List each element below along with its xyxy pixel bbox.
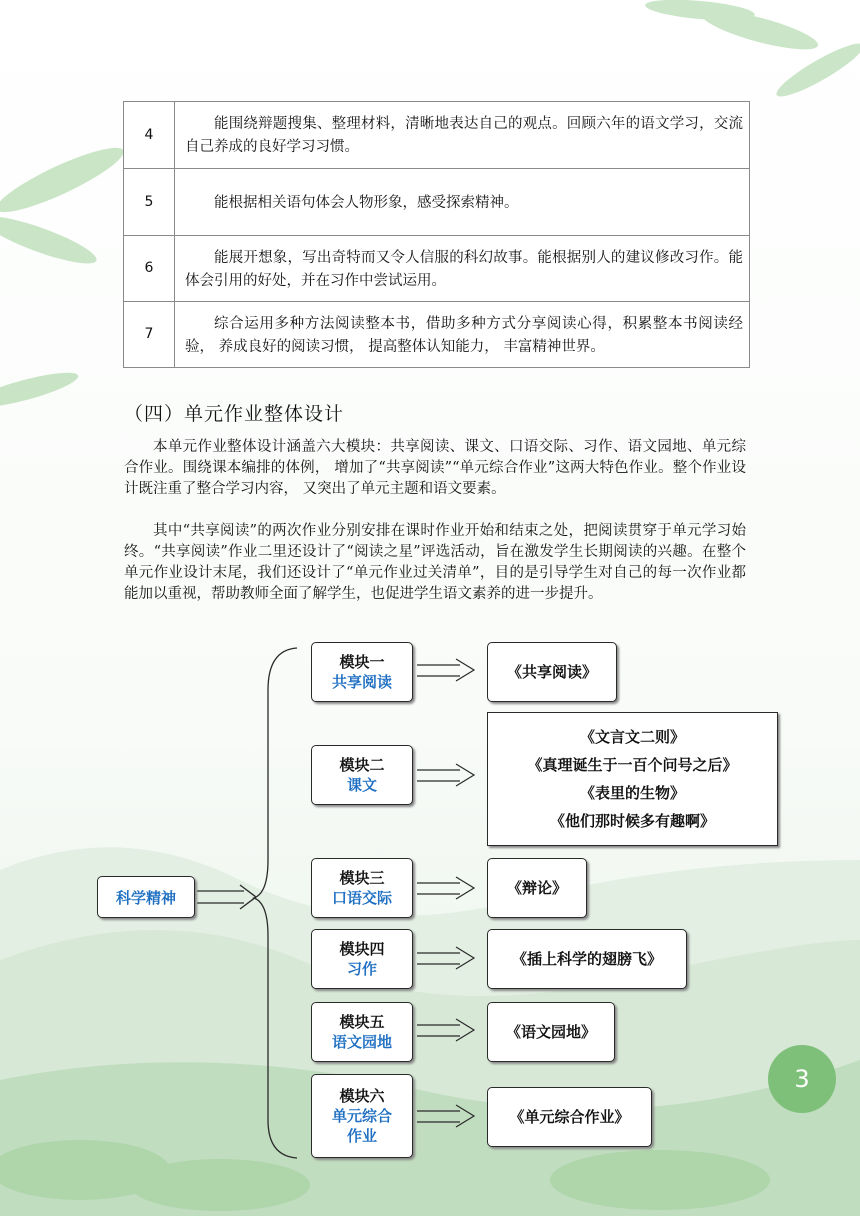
book-title: 《单元综合作业》 xyxy=(509,1108,630,1126)
root-node xyxy=(97,876,195,918)
paragraph: 其中“共享阅读”的两次作业分别安排在课时作业开始和结束之处，把阅读贯穿于单元学习始终。“共享阅读”作业二里还设计了“阅读之星”评选活动，旨在激发学生长期阅读的兴趣。在整个单元作业设计末尾，我们还设计了“单元作业过关清单”，目的是引导学生对自己的每一次作业都能加以重视，帮助教师全面了解学生，也促进学生语文素养的进一步提升。 xyxy=(124,523,746,602)
module-name: 模块三 xyxy=(339,868,385,887)
book-title: 《辩论》 xyxy=(506,879,567,897)
module-name: 模块二 xyxy=(339,755,385,774)
row-number: 4 xyxy=(124,102,175,169)
book-box-4 xyxy=(487,929,687,989)
book-title: 《表里的生物》 xyxy=(579,784,685,802)
module-name: 模块六 xyxy=(339,1086,385,1105)
module-box-2 xyxy=(311,745,413,805)
book-box-2 xyxy=(487,712,778,846)
module-topic: 习作 xyxy=(346,959,377,978)
module-box-6 xyxy=(311,1074,413,1158)
module-name: 模块四 xyxy=(339,939,385,958)
root-label: 科学精神 xyxy=(115,888,176,907)
module-box-4 xyxy=(311,929,413,989)
section-title: （四）单元作业整体设计 xyxy=(124,403,345,425)
row-text: 能展开想象，写出奇特而又令人信服的科幻故事。能根据别人的建议修改习作。能体会引用的好处，并在习作中尝试运用。 xyxy=(175,236,750,302)
module-topic: 口语交际 xyxy=(331,888,392,907)
module-box-5 xyxy=(311,1002,413,1062)
module-topic: 共享阅读 xyxy=(331,672,392,691)
book-title: 《语文园地》 xyxy=(505,1023,596,1041)
paragraph: 本单元作业整体设计涵盖六大模块：共享阅读、课文、口语交际、习作、语文园地、单元综合作业。围绕课本编排的体例， 增加了“共享阅读”“单元综合作业”这两大特色作业。整个作业设计既注重了整合学习内容， 又突出了单元主题和语文要素。 xyxy=(124,439,746,497)
book-title: 《共享阅读》 xyxy=(506,663,597,681)
row-text: 能围绕辩题搜集、整理材料，清晰地表达自己的观点。回顾六年的语文学习，交流自己养成的良好学习习惯。 xyxy=(175,102,750,169)
row-number: 7 xyxy=(124,302,175,368)
book-box-6 xyxy=(487,1087,652,1147)
row-number: 6 xyxy=(124,236,175,302)
page-number-badge: 3 xyxy=(768,1045,836,1113)
module-name: 模块五 xyxy=(339,1012,385,1031)
row-number: 5 xyxy=(124,169,175,236)
book-box-1 xyxy=(487,642,617,702)
book-box-5 xyxy=(487,1002,615,1062)
row-text: 综合运用多种方法阅读整本书，借助多种方式分享阅读心得，积累整本书阅读经验， 养成良好的阅读习惯， 提高整体认知能力， 丰富精神世界。 xyxy=(175,302,750,368)
module-name: 模块一 xyxy=(339,652,385,671)
module-topic: 语文园地 xyxy=(331,1032,392,1051)
book-box-3 xyxy=(487,858,587,918)
module-box-3 xyxy=(311,858,413,918)
module-topic: 单元综合作业 xyxy=(331,1106,392,1145)
book-title: 《真理诞生于一百个问号之后》 xyxy=(527,756,738,774)
module-box-1 xyxy=(311,642,413,702)
book-title: 《插上科学的翅膀飞》 xyxy=(511,950,662,968)
module-arrows xyxy=(417,659,474,1127)
row-text: 能根据相关语句体会人物形象，感受探索精神。 xyxy=(175,169,750,236)
module-topic: 课文 xyxy=(346,775,377,794)
book-title: 《文言文二则》 xyxy=(579,728,685,746)
book-title: 《他们那时候多有趣啊》 xyxy=(549,812,715,830)
